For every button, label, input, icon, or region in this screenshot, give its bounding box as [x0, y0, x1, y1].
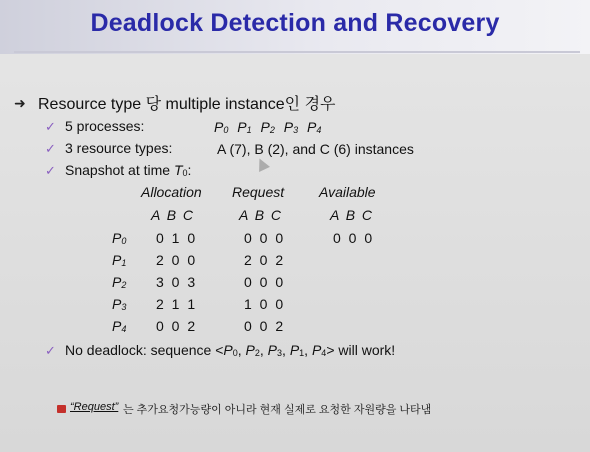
process-label: $P_3$: [112, 296, 127, 312]
header-allocation: Allocation: [141, 184, 202, 200]
check-icon: ✓: [45, 343, 56, 358]
request-cell: 0 0 2: [244, 318, 286, 334]
process-label: $P_1$: [112, 252, 127, 268]
available-cell: 0 0 0: [333, 230, 375, 246]
process-label: $P_0$: [112, 230, 127, 246]
slide-title: Deadlock Detection and Recovery: [90, 9, 500, 37]
mouse-cursor-icon: [254, 156, 270, 172]
request-cell: 0 0 0: [244, 230, 286, 246]
check-icon: ✓: [45, 163, 56, 178]
resource-value: A (7), B (2), and C (6) instances: [217, 141, 414, 157]
process-symbols: $P_0$ $P_1$ $P_2$ $P_3$ $P_4$: [214, 119, 322, 135]
request-cell: 2 0 2: [244, 252, 286, 268]
alloc-cell: 0 1 0: [156, 230, 198, 246]
check-icon: ✓: [45, 141, 56, 156]
allocation-abc: A B C: [151, 207, 194, 223]
request-cell: 0 0 0: [244, 274, 286, 290]
request-cell: 1 0 0: [244, 296, 286, 312]
alloc-cell: 0 0 2: [156, 318, 198, 334]
resource-label: 3 resource types:: [65, 140, 173, 156]
header-request: Request: [232, 184, 285, 200]
conclusion-text: No deadlock: sequence $<P_0$, $P_2$, $P_3$, $P_1$, $P_4>$ will work!: [65, 342, 396, 358]
process-label: $P_2$: [112, 274, 127, 290]
bullet-arrow-icon: ➜: [14, 95, 26, 111]
snapshot-label: Snapshot at time $T_0$:: [65, 162, 192, 178]
title-underline: [14, 51, 580, 53]
processes-list: [214, 119, 321, 135]
alloc-cell: 2 1 1: [156, 296, 198, 312]
note-icon: [57, 405, 66, 413]
alloc-cell: 2 0 0: [156, 252, 198, 268]
footnote-keyword: “Request”: [70, 401, 119, 413]
footnote-text: 는 추가요청가능량이 아니라 현재 실제로 요청한 자원량을 나타냄: [123, 404, 432, 416]
available-abc: A B C: [330, 207, 373, 223]
processes-label: 5 processes:: [65, 118, 145, 134]
header-available: Available: [319, 184, 376, 200]
request-abc: A B C: [239, 207, 282, 223]
process-label: $P_4$: [112, 318, 127, 334]
check-icon: ✓: [45, 119, 56, 134]
main-bullet: Resource type 당 multiple instance인 경우: [38, 96, 336, 113]
alloc-cell: 3 0 3: [156, 274, 198, 290]
